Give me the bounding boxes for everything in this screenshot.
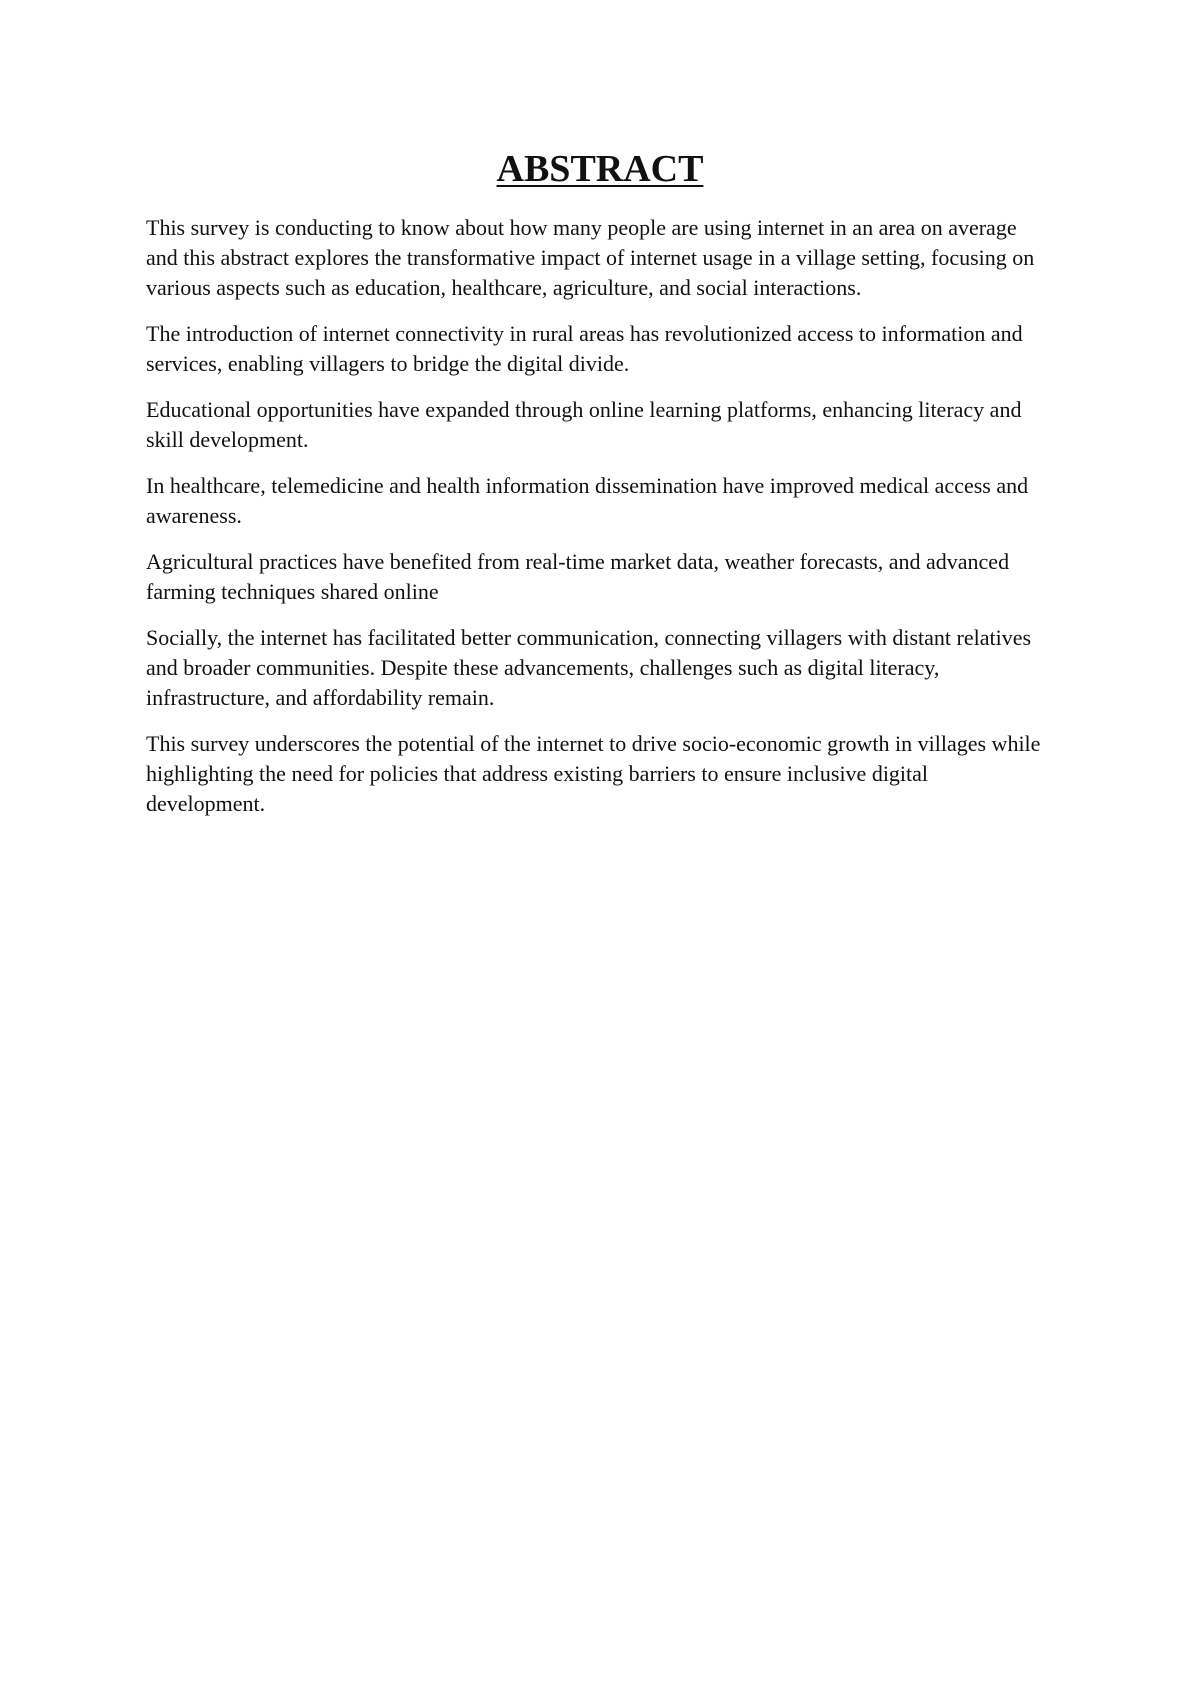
abstract-paragraph-6: Socially, the internet has facilitated better communication, connecting villagers with distant relatives and broader communities. Despite these advancements, challenges such as digital literacy, infrastructure, and affordability remain. — [146, 625, 1032, 710]
abstract-body — [146, 213, 1046, 835]
abstract-paragraph-2: The introduction of internet connectivity in rural areas has revolutionized access to information and services, enabling villagers to bridge the digital divide. — [146, 321, 1023, 376]
page-title: ABSTRACT — [496, 148, 704, 190]
abstract-paragraph-1: This survey is conducting to know about how many people are using internet in an area on average and this abstract explores the transformative impact of internet usage in a village setting, focusing on various aspects such as education, healthcare, agriculture, and social interactions. — [146, 215, 1035, 300]
abstract-paragraph-4: In healthcare, telemedicine and health information dissemination have improved medical access and awareness. — [146, 473, 1029, 528]
abstract-paragraph-3: Educational opportunities have expanded through online learning platforms, enhancing literacy and skill development. — [146, 397, 1022, 452]
abstract-paragraph-5: Agricultural practices have benefited from real-time market data, weather forecasts, and advanced farming techniques shared online — [146, 549, 1010, 604]
abstract-paragraph-7: This survey underscores the potential of the internet to drive socio-economic growth in villages while highlighting the need for policies that address existing barriers to ensure inclusive digital development. — [146, 731, 1041, 816]
